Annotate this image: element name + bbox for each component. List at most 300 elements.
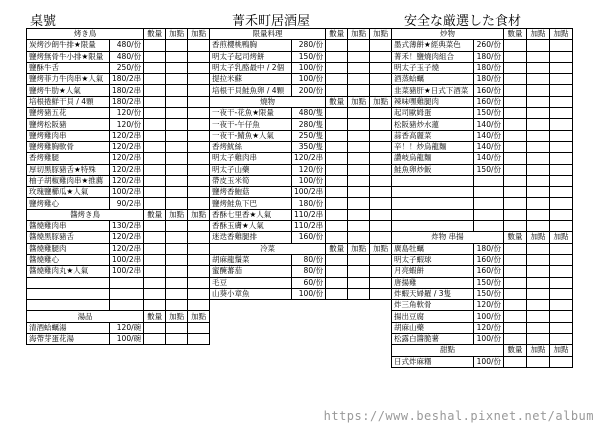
blank-row (392, 175, 573, 186)
qty-cell[interactable] (504, 119, 527, 130)
add-order-cell[interactable] (370, 198, 392, 209)
add-order-cell[interactable] (550, 96, 573, 107)
menu-item-row (210, 232, 392, 243)
add-order-cell[interactable] (348, 254, 370, 265)
blank-row (392, 221, 573, 232)
add-order-cell[interactable] (188, 62, 210, 73)
qty-cell[interactable] (504, 254, 527, 265)
menu-item-row (27, 119, 210, 130)
qty-cell[interactable] (504, 311, 527, 322)
qty-column-header: 數量 (144, 29, 166, 40)
add-order-cell[interactable] (166, 164, 188, 175)
qty-cell[interactable] (144, 243, 166, 254)
add-order-cell[interactable] (550, 62, 573, 73)
qty-cell[interactable] (504, 62, 527, 73)
add-order-cell[interactable] (527, 288, 550, 299)
add-order-cell[interactable] (550, 85, 573, 96)
add-order-cell[interactable] (188, 254, 210, 265)
blank-cell (504, 175, 527, 186)
blank-cell (550, 221, 573, 232)
add-order-cell[interactable] (166, 153, 188, 164)
blank-cell (110, 277, 144, 288)
add-order-cell[interactable] (550, 141, 573, 152)
add-order-cell[interactable] (550, 119, 573, 130)
menu-item-row (27, 175, 210, 186)
qty-cell[interactable] (144, 232, 166, 243)
menu-item-row (210, 40, 392, 51)
menu-item-name: 醬燒雞肉串 (27, 221, 110, 232)
menu-item-name: 提拉米蘇 (210, 74, 292, 85)
add-order-cell[interactable] (348, 85, 370, 96)
add-order-cell[interactable] (166, 85, 188, 96)
qty-cell[interactable] (326, 198, 348, 209)
add-order-cell[interactable] (166, 187, 188, 198)
menu-item-price: 150/份 (474, 277, 504, 288)
add-order-cell[interactable] (527, 266, 550, 277)
add-order-cell[interactable] (550, 334, 573, 345)
qty-cell[interactable] (144, 254, 166, 265)
qty-cell[interactable] (144, 164, 166, 175)
qty-cell[interactable] (326, 164, 348, 175)
add-order-cell[interactable] (166, 243, 188, 254)
add-order-cell[interactable] (550, 300, 573, 311)
add-order-cell[interactable] (166, 221, 188, 232)
menu-item-row (210, 266, 392, 277)
qty-cell[interactable] (144, 130, 166, 141)
menu-item-row (27, 62, 210, 73)
add-order-cell[interactable] (370, 119, 392, 130)
menu-item-name: 一夜干-鯖魚★人氣 (210, 130, 292, 141)
add-order-cell[interactable] (527, 96, 550, 107)
qty-cell[interactable] (504, 164, 527, 175)
add-order-cell[interactable] (166, 74, 188, 85)
qty-cell[interactable] (144, 198, 166, 209)
qty-cell[interactable] (504, 300, 527, 311)
menu-item-price: 110/2串 (292, 221, 326, 232)
qty-cell[interactable] (144, 334, 166, 345)
qty-cell[interactable] (504, 40, 527, 51)
add-order-cell[interactable] (550, 74, 573, 85)
qty-cell[interactable] (504, 243, 527, 254)
qty-cell[interactable] (144, 141, 166, 152)
add-column-header: 加點 (166, 311, 188, 322)
blank-cell (527, 209, 550, 220)
menu-item-price: 120/2串 (110, 130, 144, 141)
add-order-cell[interactable] (527, 153, 550, 164)
section-header-row (392, 29, 573, 40)
add-order-cell[interactable] (348, 51, 370, 62)
blank-cell (504, 198, 527, 209)
blank-cell (474, 175, 504, 186)
menu-item-row (392, 74, 573, 85)
add-order-cell[interactable] (370, 108, 392, 119)
add-order-cell[interactable] (348, 130, 370, 141)
menu-item-price: 100/份 (292, 62, 326, 73)
menu-item-row (392, 108, 573, 119)
add-order-cell[interactable] (370, 288, 392, 299)
blank-cell (392, 187, 474, 198)
menu-item-price: 150/份 (292, 51, 326, 62)
blank-cell (550, 175, 573, 186)
qty-cell[interactable] (144, 74, 166, 85)
qty-cell[interactable] (326, 266, 348, 277)
menu-item-price: 100/份 (292, 288, 326, 299)
add-order-cell[interactable] (527, 119, 550, 130)
section-header-row (392, 232, 573, 243)
menu-item-row (210, 164, 392, 175)
add-order-cell[interactable] (348, 187, 370, 198)
qty-cell[interactable] (326, 221, 348, 232)
menu-item-price: 260/份 (474, 40, 504, 51)
menu-column-3 (391, 28, 573, 368)
add-order-cell[interactable] (370, 175, 392, 186)
add-order-cell[interactable] (166, 51, 188, 62)
add-order-cell[interactable] (370, 254, 392, 265)
menu-item-price: 150/份 (474, 288, 504, 299)
qty-cell[interactable] (326, 130, 348, 141)
menu-item-price: 120/2串 (292, 153, 326, 164)
qty-column-header: 數量 (326, 243, 348, 254)
add-order-cell[interactable] (348, 40, 370, 51)
menu-item-row (392, 334, 573, 345)
menu-item-name: 一夜干-花魚★限量 (210, 108, 292, 119)
menu-item-price: 160/份 (292, 232, 326, 243)
add-order-cell[interactable] (370, 164, 392, 175)
qty-cell[interactable] (504, 141, 527, 152)
add-order-cell[interactable] (348, 108, 370, 119)
add-order-cell[interactable] (188, 243, 210, 254)
menu-item-name: 松露白醬脆薯 (392, 334, 474, 345)
add-order-cell[interactable] (166, 62, 188, 73)
add-order-cell[interactable] (550, 40, 573, 51)
add-order-cell[interactable] (527, 322, 550, 333)
add-order-cell[interactable] (166, 232, 188, 243)
add-order-cell[interactable] (550, 153, 573, 164)
menu-item-row (27, 108, 210, 119)
add-order-cell[interactable] (348, 62, 370, 73)
add-order-cell[interactable] (527, 164, 550, 175)
add-order-cell[interactable] (166, 108, 188, 119)
add-order-cell[interactable] (188, 130, 210, 141)
qty-cell[interactable] (504, 288, 527, 299)
add-order-cell[interactable] (348, 266, 370, 277)
qty-cell[interactable] (504, 108, 527, 119)
add-order-cell[interactable] (166, 254, 188, 265)
menu-item-row (210, 153, 392, 164)
menu-item-name: 明太子玉子燒 (392, 62, 474, 73)
add-order-cell[interactable] (370, 266, 392, 277)
menu-item-name: 香酥七里香★人氣 (210, 209, 292, 220)
add-order-cell[interactable] (550, 311, 573, 322)
add-order-cell[interactable] (527, 334, 550, 345)
add-order-cell[interactable] (550, 266, 573, 277)
section-header-row (392, 345, 573, 356)
menu-item-price: 180/2串 (110, 74, 144, 85)
blank-row (27, 300, 210, 311)
qty-cell[interactable] (326, 288, 348, 299)
qty-cell[interactable] (144, 51, 166, 62)
add-order-cell[interactable] (188, 322, 210, 333)
add-order-cell[interactable] (348, 221, 370, 232)
add-order-cell[interactable] (370, 74, 392, 85)
qty-cell[interactable] (504, 74, 527, 85)
add-order-cell[interactable] (370, 187, 392, 198)
menu-item-row (392, 51, 573, 62)
menu-item-price: 180/份 (474, 62, 504, 73)
qty-cell[interactable] (144, 187, 166, 198)
qty-cell[interactable] (144, 119, 166, 130)
blank-cell (166, 277, 188, 288)
watermark-url: https://www.beshal.pixnet.net/album (323, 409, 594, 423)
add-order-cell[interactable] (370, 40, 392, 51)
qty-cell[interactable] (504, 51, 527, 62)
add-order-cell[interactable] (527, 300, 550, 311)
qty-cell[interactable] (144, 175, 166, 186)
qty-cell[interactable] (326, 153, 348, 164)
menu-item-row (392, 356, 573, 367)
menu-item-name: 蜜醃蕃茄 (210, 266, 292, 277)
add-order-cell[interactable] (527, 243, 550, 254)
add-order-cell[interactable] (188, 141, 210, 152)
add-order-cell[interactable] (188, 85, 210, 96)
add-order-cell[interactable] (370, 141, 392, 152)
add-order-cell[interactable] (370, 130, 392, 141)
menu-item-name: 揚出豆腐 (392, 311, 474, 322)
add-order-cell[interactable] (188, 74, 210, 85)
add-order-cell[interactable] (348, 209, 370, 220)
add-order-cell[interactable] (348, 153, 370, 164)
add-order-cell[interactable] (370, 232, 392, 243)
menu-item-price: 120/2串 (110, 164, 144, 175)
add-order-cell[interactable] (527, 254, 550, 265)
blank-cell (392, 221, 474, 232)
qty-cell[interactable] (144, 62, 166, 73)
qty-cell[interactable] (504, 266, 527, 277)
add-order-cell[interactable] (166, 322, 188, 333)
qty-cell[interactable] (326, 277, 348, 288)
add-order-cell[interactable] (188, 221, 210, 232)
menu-item-name: 廣島牡蠣 (392, 243, 474, 254)
menu-item-row (210, 51, 392, 62)
add-order-cell[interactable] (370, 62, 392, 73)
qty-cell[interactable] (144, 85, 166, 96)
qty-cell[interactable] (144, 96, 166, 107)
menu-item-price: 120/2串 (110, 141, 144, 152)
add-order-cell[interactable] (527, 277, 550, 288)
qty-cell[interactable] (144, 153, 166, 164)
add-order-cell[interactable] (527, 40, 550, 51)
add-order-cell[interactable] (370, 85, 392, 96)
qty-cell[interactable] (504, 96, 527, 107)
add-order-cell[interactable] (527, 62, 550, 73)
add-order-cell[interactable] (188, 232, 210, 243)
menu-item-row (27, 232, 210, 243)
menu-item-price: 160/份 (474, 254, 504, 265)
add-order-cell[interactable] (166, 334, 188, 345)
add-order-cell[interactable] (550, 288, 573, 299)
menu-item-name: 明太子蝦球 (392, 254, 474, 265)
menu-item-price: 480/隻 (292, 108, 326, 119)
add-order-cell[interactable] (550, 51, 573, 62)
add-order-cell[interactable] (348, 288, 370, 299)
menu-item-name: 毛豆 (210, 277, 292, 288)
menu-item-row (392, 119, 573, 130)
qty-column-header: 數量 (326, 96, 348, 107)
menu-item-name: 鹽烤無骨牛小排★限量 (27, 51, 110, 62)
qty-cell[interactable] (326, 51, 348, 62)
menu-item-name: 炸三角軟骨 (392, 300, 474, 311)
menu-item-name: 酒蒸蛤蠣 (392, 74, 474, 85)
qty-cell[interactable] (326, 119, 348, 130)
blank-cell (527, 175, 550, 186)
qty-cell[interactable] (504, 277, 527, 288)
add-order-cell[interactable] (348, 175, 370, 186)
qty-cell[interactable] (504, 356, 527, 367)
add-order-cell[interactable] (348, 119, 370, 130)
add-order-cell[interactable] (527, 356, 550, 367)
add-order-cell[interactable] (166, 266, 188, 277)
add-order-cell[interactable] (370, 153, 392, 164)
add-column-header: 加點 (188, 29, 210, 40)
qty-cell[interactable] (326, 85, 348, 96)
qty-cell[interactable] (326, 62, 348, 73)
menu-item-name: 辣味嘿雞腿肉 (392, 96, 474, 107)
menu-item-price: 100/份 (292, 74, 326, 85)
qty-cell[interactable] (504, 85, 527, 96)
add-order-cell[interactable] (348, 232, 370, 243)
add-order-cell[interactable] (527, 141, 550, 152)
add-order-cell[interactable] (188, 198, 210, 209)
add-order-cell[interactable] (188, 119, 210, 130)
add-order-cell[interactable] (370, 209, 392, 220)
qty-cell[interactable] (326, 209, 348, 220)
add-order-cell[interactable] (550, 322, 573, 333)
add-order-cell[interactable] (348, 141, 370, 152)
add-order-cell[interactable] (188, 153, 210, 164)
qty-cell[interactable] (326, 187, 348, 198)
add-order-cell[interactable] (550, 277, 573, 288)
qty-cell[interactable] (144, 322, 166, 333)
menu-item-name: 松阪豬炒水蓮 (392, 119, 474, 130)
add-order-cell[interactable] (166, 198, 188, 209)
qty-cell[interactable] (504, 153, 527, 164)
menu-item-row (392, 266, 573, 277)
menu-item-price: 280/份 (292, 40, 326, 51)
add-order-cell[interactable] (550, 356, 573, 367)
menu-item-price: 130/2串 (110, 221, 144, 232)
add-order-cell[interactable] (188, 108, 210, 119)
add-order-cell[interactable] (527, 74, 550, 85)
add-order-cell[interactable] (188, 187, 210, 198)
add-order-cell[interactable] (370, 51, 392, 62)
add-order-cell[interactable] (527, 85, 550, 96)
add-order-cell[interactable] (166, 119, 188, 130)
qty-cell[interactable] (504, 130, 527, 141)
add-order-cell[interactable] (348, 164, 370, 175)
menu-item-price: 140/份 (474, 130, 504, 141)
add-column-header: 加點 (348, 96, 370, 107)
add-order-cell[interactable] (348, 277, 370, 288)
add-order-cell[interactable] (188, 40, 210, 51)
qty-cell[interactable] (504, 322, 527, 333)
blank-cell (474, 221, 504, 232)
qty-cell[interactable] (326, 232, 348, 243)
menu-item-row (210, 141, 392, 152)
add-order-cell[interactable] (348, 74, 370, 85)
menu-item-name: 明太子起司烤餅 (210, 51, 292, 62)
menu-item-name: 鹽烤香鮑菇 (210, 187, 292, 198)
add-order-cell[interactable] (550, 108, 573, 119)
add-order-cell[interactable] (166, 40, 188, 51)
add-order-cell[interactable] (550, 164, 573, 175)
menu-item-row (392, 322, 573, 333)
add-order-cell[interactable] (348, 198, 370, 209)
add-order-cell[interactable] (527, 108, 550, 119)
add-order-cell[interactable] (188, 51, 210, 62)
section-header-row (210, 243, 392, 254)
add-order-cell[interactable] (550, 243, 573, 254)
menu-item-row (27, 141, 210, 152)
qty-cell[interactable] (326, 175, 348, 186)
qty-cell[interactable] (326, 108, 348, 119)
add-column-header: 加點 (370, 243, 392, 254)
qty-cell[interactable] (326, 74, 348, 85)
add-order-cell[interactable] (166, 130, 188, 141)
menu-item-row (392, 243, 573, 254)
qty-cell[interactable] (144, 40, 166, 51)
menu-item-row (392, 311, 573, 322)
qty-cell[interactable] (326, 40, 348, 51)
menu-item-price: 160/份 (474, 85, 504, 96)
blank-cell (27, 277, 110, 288)
menu-item-row (27, 254, 210, 265)
add-order-cell[interactable] (188, 96, 210, 107)
add-order-cell[interactable] (166, 141, 188, 152)
add-order-cell[interactable] (188, 266, 210, 277)
qty-cell[interactable] (326, 254, 348, 265)
qty-cell[interactable] (326, 141, 348, 152)
add-order-cell[interactable] (550, 130, 573, 141)
add-order-cell[interactable] (188, 175, 210, 186)
add-order-cell[interactable] (550, 254, 573, 265)
add-order-cell[interactable] (527, 311, 550, 322)
qty-cell[interactable] (504, 334, 527, 345)
menu-item-price: 200/份 (292, 85, 326, 96)
add-order-cell[interactable] (370, 277, 392, 288)
add-order-cell[interactable] (527, 130, 550, 141)
qty-cell[interactable] (144, 221, 166, 232)
blank-cell (144, 300, 166, 311)
add-order-cell[interactable] (166, 96, 188, 107)
add-order-cell[interactable] (188, 164, 210, 175)
menu-item-name: 胡麻龍鬚菜 (210, 254, 292, 265)
qty-cell[interactable] (144, 108, 166, 119)
blank-cell (474, 198, 504, 209)
add-order-cell[interactable] (188, 334, 210, 345)
section-header-row (210, 29, 392, 40)
menu-item-row (392, 85, 573, 96)
menu-item-price: 120/2串 (110, 243, 144, 254)
add-order-cell[interactable] (166, 175, 188, 186)
add-order-cell[interactable] (370, 221, 392, 232)
menu-item-name: 鹽烤牛肋★人氣 (27, 85, 110, 96)
qty-cell[interactable] (144, 266, 166, 277)
menu-item-row (392, 288, 573, 299)
menu-item-row (27, 130, 210, 141)
menu-item-row (27, 187, 210, 198)
table-number-label: 桌號 (30, 14, 57, 29)
add-order-cell[interactable] (527, 51, 550, 62)
